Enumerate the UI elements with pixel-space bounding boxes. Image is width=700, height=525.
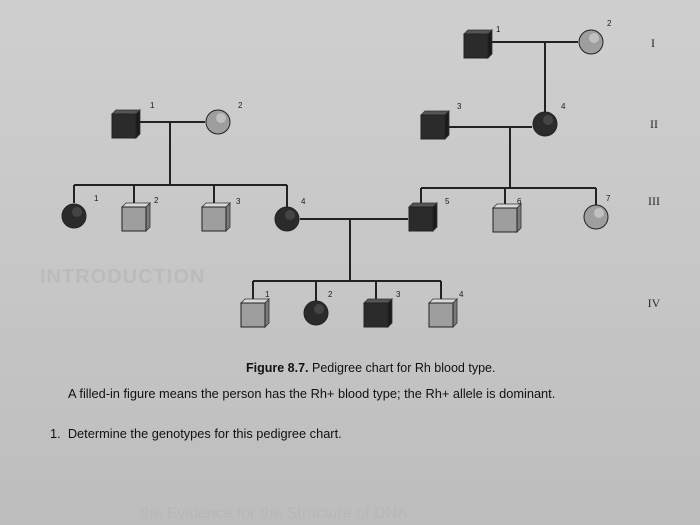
individual-ii-2-circle <box>206 110 230 134</box>
question-text: Determine the genotypes for this pedigree chart. <box>67 426 342 441</box>
individual-number-iv-4: 4 <box>459 290 464 299</box>
generation-label-ii: II <box>650 117 658 131</box>
individual-number-iii-4: 4 <box>301 197 306 206</box>
individual-iv-4-square <box>429 299 457 327</box>
individual-iii-7-circle <box>584 205 608 229</box>
individual-number-i-1: 1 <box>496 25 501 34</box>
figure-title: Pedigree chart for Rh blood type. <box>308 361 496 375</box>
individual-number-iii-3: 3 <box>236 197 241 206</box>
individual-iii-5-square <box>409 203 437 231</box>
individual-number-iii-6: 6 <box>517 197 522 206</box>
individual-number-ii-3: 3 <box>457 102 462 111</box>
individual-iv-1-square <box>241 299 269 327</box>
generation-label-iv: IV <box>647 296 661 310</box>
background-footer: the Evidence for the Structure of DNA <box>140 505 408 522</box>
individual-number-iv-1: 1 <box>265 290 270 299</box>
individual-number-iii-1: 1 <box>94 194 99 203</box>
individual-ii-4-circle <box>533 112 557 136</box>
individual-iii-4-circle <box>275 207 299 231</box>
individual-number-iii-5: 5 <box>445 197 450 206</box>
individual-number-iii-2: 2 <box>154 196 159 205</box>
individual-iii-6-square <box>493 204 521 232</box>
individual-number-ii-1: 1 <box>150 101 155 110</box>
individual-number-iv-2: 2 <box>328 290 333 299</box>
background-heading: INTRODUCTION <box>40 266 206 288</box>
individual-i-1-square <box>464 30 492 58</box>
generation-label-i: I <box>651 36 655 50</box>
individual-iv-2-circle <box>304 301 328 325</box>
individual-number-ii-2: 2 <box>238 101 243 110</box>
individual-iii-1-circle <box>62 204 86 228</box>
individual-number-iv-3: 3 <box>396 290 401 299</box>
individual-iii-3-square <box>202 203 230 231</box>
individual-i-2-circle <box>579 30 603 54</box>
individual-ii-3-square <box>421 111 449 139</box>
individual-iv-3-square <box>364 299 392 327</box>
question-number: 1. <box>50 426 61 441</box>
individual-number-iii-7: 7 <box>606 194 611 203</box>
individual-iii-2-square <box>122 203 150 231</box>
question-1 <box>50 426 342 441</box>
figure-caption <box>246 361 495 375</box>
individual-number-i-2: 2 <box>607 19 612 28</box>
individual-ii-1-square <box>112 110 140 138</box>
figure-note: A filled-in figure means the person has the Rh+ blood type; the Rh+ allele is dominant. <box>68 386 556 401</box>
generation-label-iii: III <box>648 194 660 208</box>
figure-label: Figure 8.7. <box>246 361 309 375</box>
pedigree-lines <box>74 42 596 301</box>
individual-number-ii-4: 4 <box>561 102 566 111</box>
